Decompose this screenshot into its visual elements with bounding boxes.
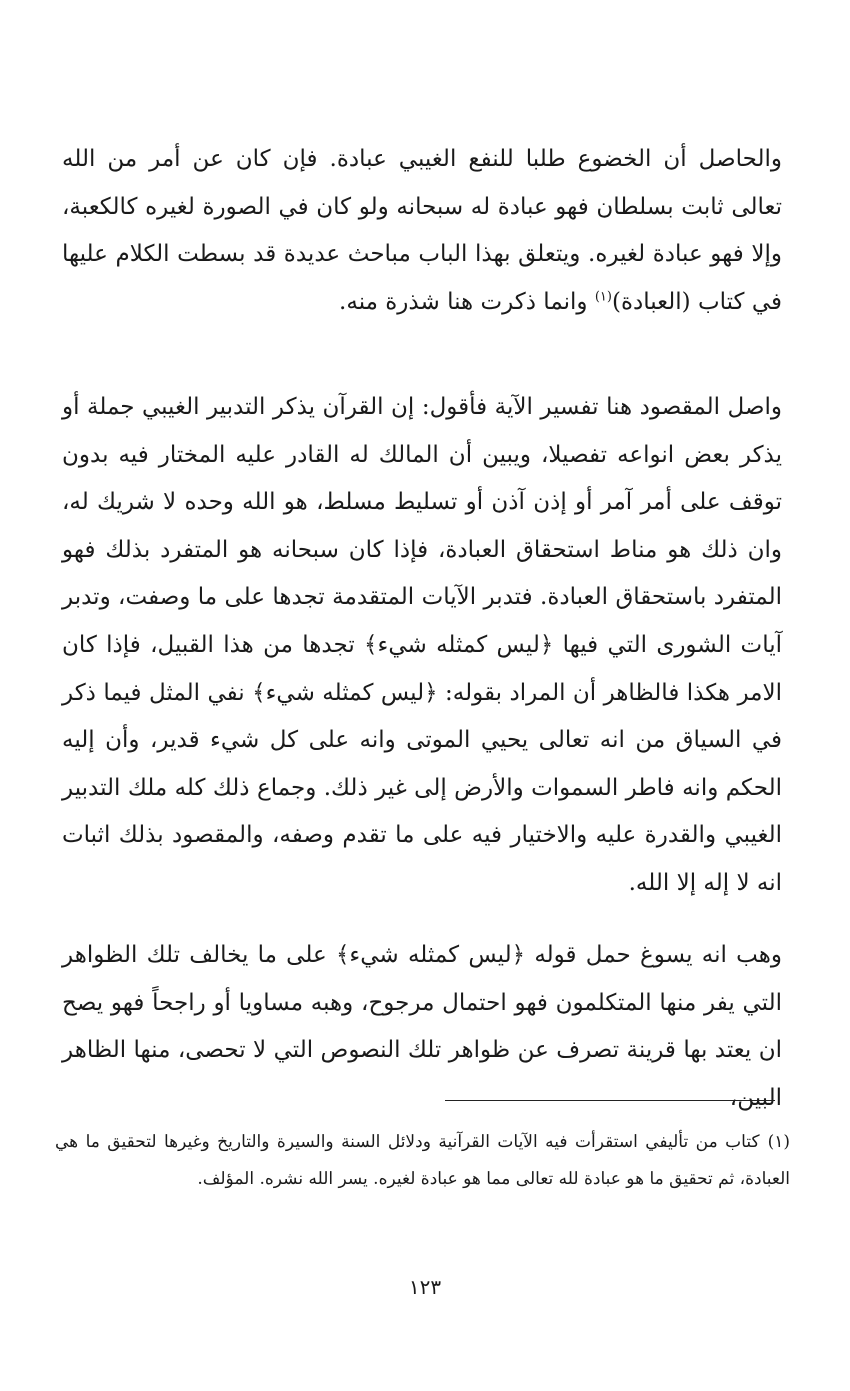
paragraph-3: وهب انه يسوغ حمل قوله ﴿ليس كمثله شيء﴾ على ما يخالف تلك الظواهر التي يفر منها المتكلمون فهو احتمال مرجوح، وهبه مساويا أو راجحاً فهو يصح ان يعتد بها قرينة تصرف عن ظواهر تلك النصوص التي لا تحصى، منها الظاهر البين، bbox=[62, 942, 782, 1111]
paragraph-1-text: والحاصل أن الخضوع طلبا للنفع الغيبي عبادة. فإن كان عن أمر من الله تعالى ثابت بسلطان فهو عبادة له سبحانه ولو كان في الصورة لغيره كالكعبة، وإلا فهو عبادة لغيره. ويتعلق بهذا الباب مباحث عديدة قد بسطت الكلام عليها في كتاب (العبادة) bbox=[62, 146, 782, 315]
paragraph-2: واصل المقصود هنا تفسير الآية فأقول: إن القرآن يذكر التدبير الغيبي جملة أو يذكر بعض انواعه تفصيلا، ويبين أن المالك له القادر عليه المختار فيه بدون توقف على أمر آمر أو إذن آذن أو تسليط مسلط، هو الله وحده لا شريك له، وان ذلك هو مناط استحقاق العبادة، فإذا كان سبحانه هو المتفرد بذلك فهو المتفرد باستحقاق العبادة. فتدبر الآيات المتقدمة تجدها على ما وصفت، وتدبر آيات الشورى التي فيها ﴿ليس كمثله شيء﴾ تجدها من هذا القبيل، فإذا كان الامر هكذا فالظاهر أن المراد بقوله: ﴿ليس كمثله شيء﴾ نفي المثل فيما ذكر في السياق من انه تعالى يحيي الموتى وانه على كل شيء قدير، وأن إليه الحكم وانه فاطر السموات والأرض إلى غير ذلك. وجماع ذلك كله ملك التدبير الغيبي والقدرة عليه والاختيار فيه على ما تقدم وصفه، والمقصود بذلك اثبات انه لا إله إلا الله. bbox=[62, 394, 782, 896]
footnote-separator bbox=[445, 1100, 775, 1101]
footnote-number: (١) bbox=[767, 1132, 790, 1152]
footnote-reference[interactable]: (١) bbox=[594, 289, 612, 305]
paragraph-1-tail: وانما ذكرت هنا شذرة منه. bbox=[339, 288, 588, 315]
footnote bbox=[55, 1124, 790, 1198]
page-number: ١٢٣ bbox=[408, 1275, 442, 1299]
footnote-text: كتاب من تأليفي استقرأت فيه الآيات القرآنية ودلائل السنة والسيرة والتاريخ وغيرها لتحقيق ما هي العبادة، ثم تحقيق ما هو عبادة لله تعالى مما هو عبادة لغيره. يسر الله نشره. المؤلف. bbox=[55, 1132, 790, 1189]
paragraph-1 bbox=[62, 136, 782, 326]
